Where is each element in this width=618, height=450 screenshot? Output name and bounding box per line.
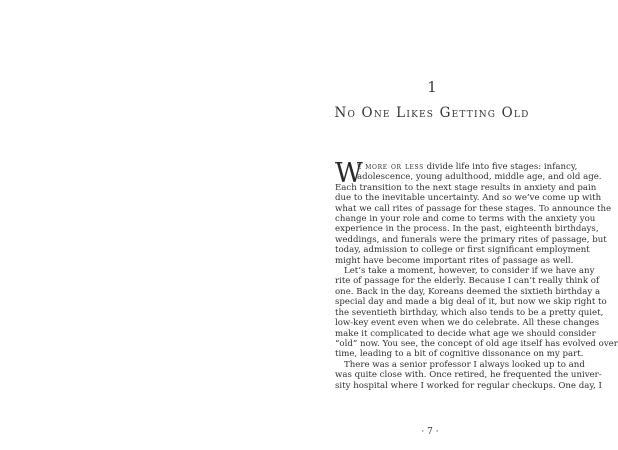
text-line: one. Back in the day, Koreans deemed the sixtieth birthday a	[335, 286, 601, 297]
drop-cap: W	[335, 158, 363, 189]
text-line: low-key event even when we do celebrate. All these changes	[335, 318, 600, 329]
text-line	[335, 162, 578, 172]
text-line: weddings, and funerals were the primary rites of passage, but	[335, 234, 607, 245]
text-line: sity hospital where I worked for regular checkups. One day, I	[335, 380, 602, 391]
text-line: adolescence, young adulthood, middle age, and old age.	[357, 172, 602, 183]
text-line: Each transition to the next stage results in anxiety and pain	[335, 182, 597, 193]
paragraph-1	[335, 158, 612, 266]
text-line: time, leading to a bit of cognitive dissonance on my part.	[335, 349, 584, 360]
text-line-rest: divide life into five stages: infancy,	[423, 162, 578, 172]
text-line: might have become important rites of passage as well.	[335, 255, 574, 266]
text-line: was quite close with. Once retired, he frequented the univer-	[335, 370, 602, 381]
text-line: experience in the process. In the past, eighteenth birthdays,	[335, 224, 599, 235]
chapter-body	[335, 158, 618, 391]
page-number: · 7 ·	[421, 427, 439, 437]
text-line: special day and made a big deal of it, but now we skip right to	[335, 297, 607, 308]
text-line: what we call rites of passage for these stages. To announce the	[335, 203, 612, 214]
text-line: change in your role and come to terms with the anxiety you	[335, 214, 596, 225]
text-line: the seventieth birthday, which also tends to be a pretty quiet,	[335, 307, 604, 318]
text-line: There was a senior professor I always looked up to and	[344, 359, 585, 370]
paragraph-3	[335, 359, 602, 391]
text-line: Let’s take a moment, however, to consider if we have any	[344, 266, 595, 277]
text-line: make it complicated to decide what age we should consider	[335, 328, 596, 339]
paragraph-2	[335, 266, 618, 360]
chapter-title: No One Likes Getting Old	[334, 105, 530, 121]
opening-small-caps: e more or less	[357, 162, 424, 172]
text-line: “old” now. You see, the concept of old age itself has evolved over	[335, 338, 618, 349]
text-line: today, admission to college or first significant employment	[335, 245, 590, 256]
chapter-number: 1	[427, 78, 437, 96]
text-line: rite of passage for the elderly. Because I can’t really think of	[335, 276, 600, 287]
text-line: due to the inevitable uncertainty. And so we’ve come up with	[335, 193, 602, 204]
